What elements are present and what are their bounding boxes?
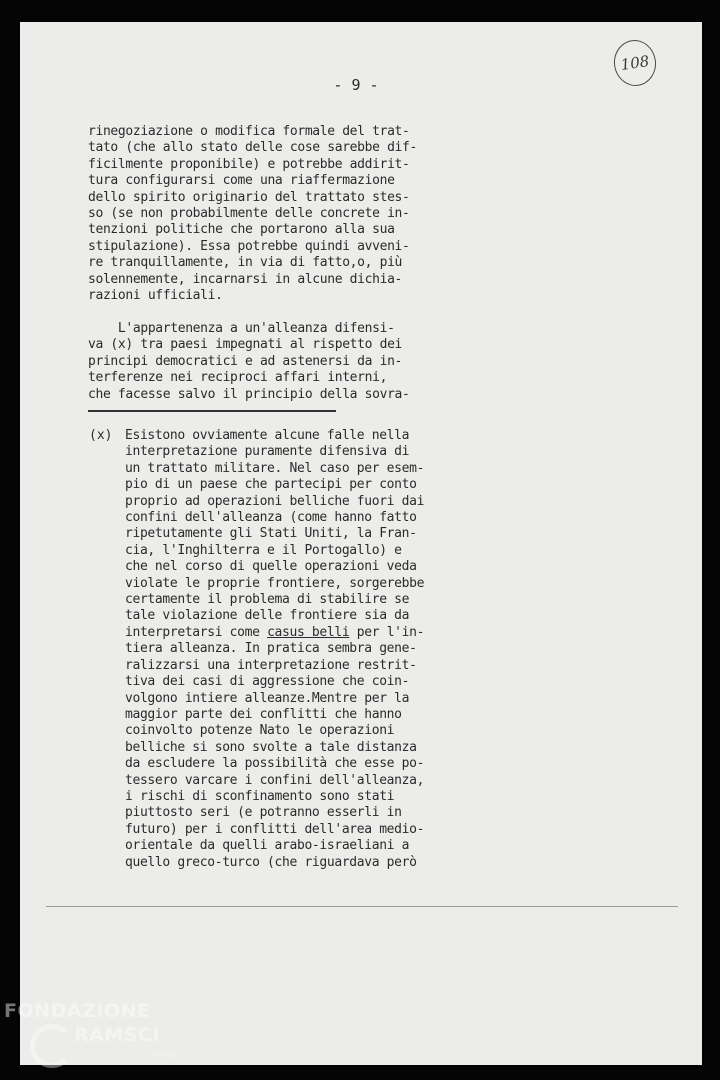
watermark-line2: RAMSCI (74, 1024, 160, 1046)
watermark-logo (4, 1000, 184, 1076)
watermark-line1: FONDAZIONE (4, 1000, 151, 1022)
footnote-text-part2: per l'in- tiera alleanza. In pratica sembra gene- ralizzarsi una interpretazione restrit- tiva dei casi di aggressione che coin- volgono intiere alleanze.Mentre per la maggior parte dei conflitti che hanno coinvolto potenze Nato le operazioni belliche si sono svolte a tale distanza da escludere la possibilità che esse po- tessero varcare i confini dell'alleanza, i rischi di sconfinamento sono stati piuttosto seri (e potranno esserli in futuro) per i conflitti dell'area medio- orientale da quelli arabo-israeliani a quello greco-turco (che riguardava però (125, 624, 425, 870)
watermark-suffix: onlus (152, 1050, 177, 1060)
stamp-number: 108 (619, 52, 651, 74)
page-number: - 9 - (333, 76, 379, 94)
watermark-g-icon (30, 1024, 74, 1068)
main-text: rinegoziazione o modifica formale del trat- tato (che allo stato delle cose sarebbe dif- ficilmente proponibile) e potrebbe addirit- tura configurarsi come una riaffermazione dello spirito originario del trattato stes- so (se non probabilmente delle concrete in- tenzioni politiche che portarono alla sua stipulazione). Essa potrebbe quindi avveni- re tranquillamente, in via di fatto,o, più solennemente, incarnarsi in alcune dichia- razioni ufficiali. L'appartenenza a un'alleanza difensi- va (x) tra paesi impegnati al rispetto dei principi democratici e ad astenersi da in- terferenze nei reciproci affari interni, che facesse salvo il principio della sovra- (88, 124, 417, 402)
footnote-text (125, 428, 424, 871)
footnote-underlined-term: casus belli (267, 624, 350, 640)
footnote-text-part1: Esistono ovviamente alcune falle nella interpretazione puramente difensiva di un trattato militare. Nel caso per esem- pio di un paese che partecipi per conto proprio ad operazioni belliche fuori dai confini dell'alleanza (come hanno fatto ripetutamente gli Stati Uniti, la Fran- cia, l'Inghilterra e il Portogallo) e che nel corso di quelle operazioni veda violate le proprie frontiere, sorgerebbe certamente il problema di stabilire se tale violazione delle frontiere sia da interpretarsi come (125, 428, 425, 640)
footnote-divider (88, 410, 336, 412)
footnote-marker: (x) (89, 428, 113, 443)
bottom-divider (46, 906, 678, 907)
document-page (20, 22, 702, 1065)
